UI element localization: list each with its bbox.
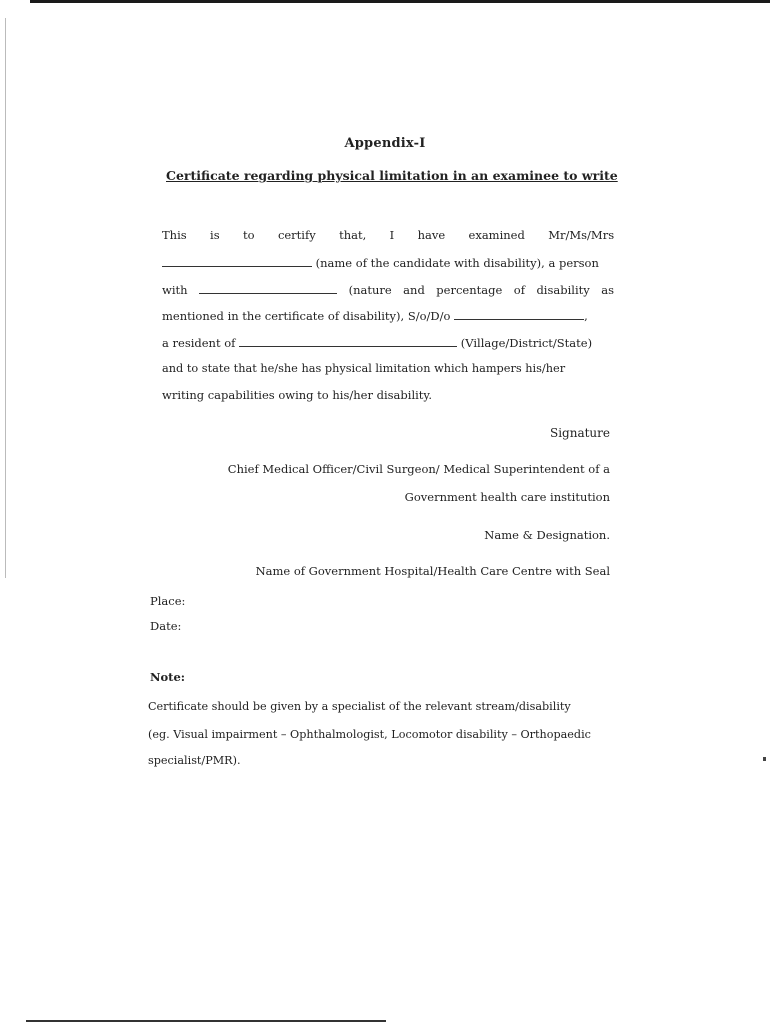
note-line-2: (eg. Visual impairment – Ophthalmologist, Locomotor disability – Orthopaedic (148, 728, 591, 741)
date-label: Date: (150, 619, 182, 633)
disability-nature-blank[interactable] (199, 283, 337, 294)
place-label: Place: (150, 594, 186, 608)
officer-line-2: Government health care institution (404, 490, 610, 504)
body-line-4: mentioned in the certificate of disability), S/o/D/o , (162, 309, 588, 323)
name-designation-label: Name & Designation. (484, 528, 610, 542)
document-title: Appendix-I (344, 136, 426, 151)
body-line-3: with (nature and percentage of disability as (162, 283, 615, 297)
residence-blank[interactable] (239, 336, 457, 347)
scan-mark (763, 757, 766, 761)
scan-edge-bottom (26, 1020, 386, 1022)
document-subtitle: Certificate regarding physical limitation in an examinee to write (166, 168, 618, 183)
body-line-6: and to state that he/she has physical limitation which hampers his/her (162, 362, 566, 375)
scan-edge-left (5, 18, 6, 578)
candidate-name-blank[interactable] (162, 256, 312, 267)
signature-label: Signature (549, 426, 610, 440)
scan-edge-top (30, 0, 770, 3)
body-line-7: writing capabilities owing to his/her disability. (162, 388, 433, 402)
note-line-3: specialist/PMR). (148, 754, 241, 767)
officer-line-1: Chief Medical Officer/Civil Surgeon/ Medical Superintendent of a (227, 462, 610, 476)
body-line-5: a resident of (Village/District/State) (162, 336, 593, 350)
note-label: Note: (150, 670, 186, 684)
guardian-name-blank[interactable] (454, 309, 584, 320)
body-line-1: This is to certify that, I have examined Mr/Ms/Mrs (162, 228, 615, 242)
hospital-seal-label: Name of Government Hospital/Health Care Centre with Seal (255, 564, 610, 578)
body-line-2: (name of the candidate with disability), a person (162, 256, 614, 270)
note-line-1: Certificate should be given by a specialist of the relevant stream/disability (148, 700, 571, 713)
